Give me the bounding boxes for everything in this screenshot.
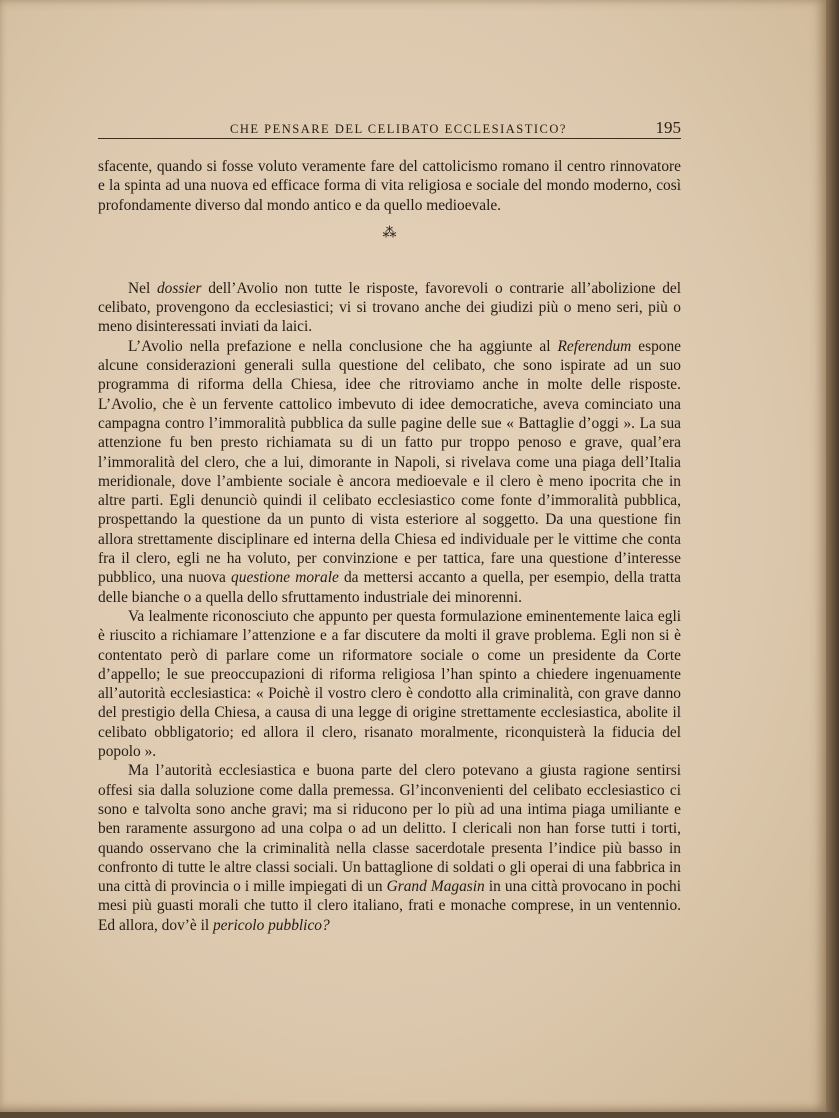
text-run: L’Avolio nella prefazione e nella conclusione che ha aggiunte al (128, 337, 558, 355)
paragraph-5 (98, 761, 681, 935)
italic-run: pericolo pubblico? (212, 916, 330, 934)
header-rule (98, 138, 681, 139)
running-head (98, 118, 681, 138)
text-run: da mettersi accanto a quella, per esempio, della tratta delle bianche o a quella dello sfruttamento industriale dei minorenni. (98, 569, 681, 606)
paragraph-1 (98, 157, 681, 215)
body-text (98, 157, 681, 935)
text-run: Nel (128, 279, 157, 297)
paragraph-4 (98, 607, 681, 761)
running-head-title: CHE PENSARE DEL CELIBATO ECCLESIASTICO? (230, 122, 567, 136)
page-edge (826, 0, 839, 1118)
page-bottom-edge (0, 1112, 839, 1118)
italic-run: dossier (156, 279, 202, 297)
text-run: in una città provocano in pochi mesi più guasti morali che tutto il clero italiano, frati e monache comprese, in un ventennio. Ed allora, dov’è il (98, 878, 682, 934)
paragraph-2 (98, 279, 681, 337)
italic-run: Referendum (557, 337, 632, 355)
text-run: sfacente, quando si fosse voluto veramente fare del cattolicismo romano il centro rinnovatore e la spinta ad una nuova ed efficace forma di vita religiosa e sociale del mondo moderno, così profondamente diverso dal mondo antico e da quello medioevale. (98, 158, 681, 214)
italic-run: questione morale (231, 569, 339, 587)
section-break (98, 215, 681, 279)
page-number: 195 (655, 118, 681, 137)
asterism-ornament: ⁂ (382, 225, 397, 241)
text-run: dell’Avolio non tutte le risposte, favorevoli o contrarie all’abolizione del celibato, provengono da ecclesiastici; vi si trovano anche dei giudizi più o meno seri, più o meno disinteressati inviati da laici. (98, 279, 681, 336)
paragraph-3 (98, 337, 681, 607)
text-run: Va lealmente riconosciuto che appunto per questa formulazione eminentemente laica egli è riuscito a richiamare l’attenzione e a far discutere da molti il grave problema. Egli non si è contentato però di parlare come un riformatore sociale o come un presidente da Corte d’appello; le sue preoccupazioni di riforma religiosa l’han spinto a chiedere ingenuamente all’autorità ecclesiastica: « Poichè il vostro clero è condotto alla criminalità, con grave danno del prestigio della Chiesa, a causa di una legge di origine strettamente ecclesiastica, abolite il celibato obbligatorio; ed allora il clero, risanato moralmente, riconquisterà la fiducia del popolo ». (98, 607, 681, 761)
text-run: Ma l’autorità ecclesiastica e buona parte del clero potevano a giusta ragione sentirsi offesi sia dalla soluzione come dalla premessa. Gl’inconvenienti del celibato ecclesiastico ci sono e talvolta sono anche gravi; ma si riducono per lo più ad una intima piaga umiliante e ben raramente assurgono ad una colpa o ad un delitto. I clericali non han forse tutti i torti, quando osservano che la criminalità nella classe sacerdotale presenta l’indice più basso in confronto di tutte le altre classi sociali. Un battaglione di soldati o gli operai di una fabbrica in una città di provincia o i mille impiegati di un (98, 762, 681, 896)
italic-run: Grand Magasin (386, 878, 485, 896)
text-run: espone alcune considerazioni generali sulla questione del celibato, che sono ispirate ad un suo programma di riforma della Chiesa, idee che ritroviamo anche in molte delle risposte. L’Avolio, che è un fervente cattolico imbevuto di idee democratiche, aveva cominciato una campagna contro l’immoralità pubblica da sulle pagine delle sue « Battaglie d’oggi ». La sua attenzione fu ben presto richiamata su di un fatto pur troppo penoso e grave, qual’era l’immoralità del clero, che a lui, dimorante in Napoli, si rivelava come una piaga dell’Italia meridionale, dove l’ambiente sociale è ancora medioevale e il clero è meno ipocrita che in altre parti. Egli denunciò quindi il celibato ecclesiastico come fonte d’immoralità pubblica, prospettando la questione da un punto di vista esteriore al soggetto. Da una questione fin allora strettamente disciplinare ed interna della Chiesa ed individuale per le vittime che conta fra il clero, egli ne ha voluto, per convinzione e per tattica, fare una questione d’interesse pubblico, una nuova (98, 337, 681, 587)
